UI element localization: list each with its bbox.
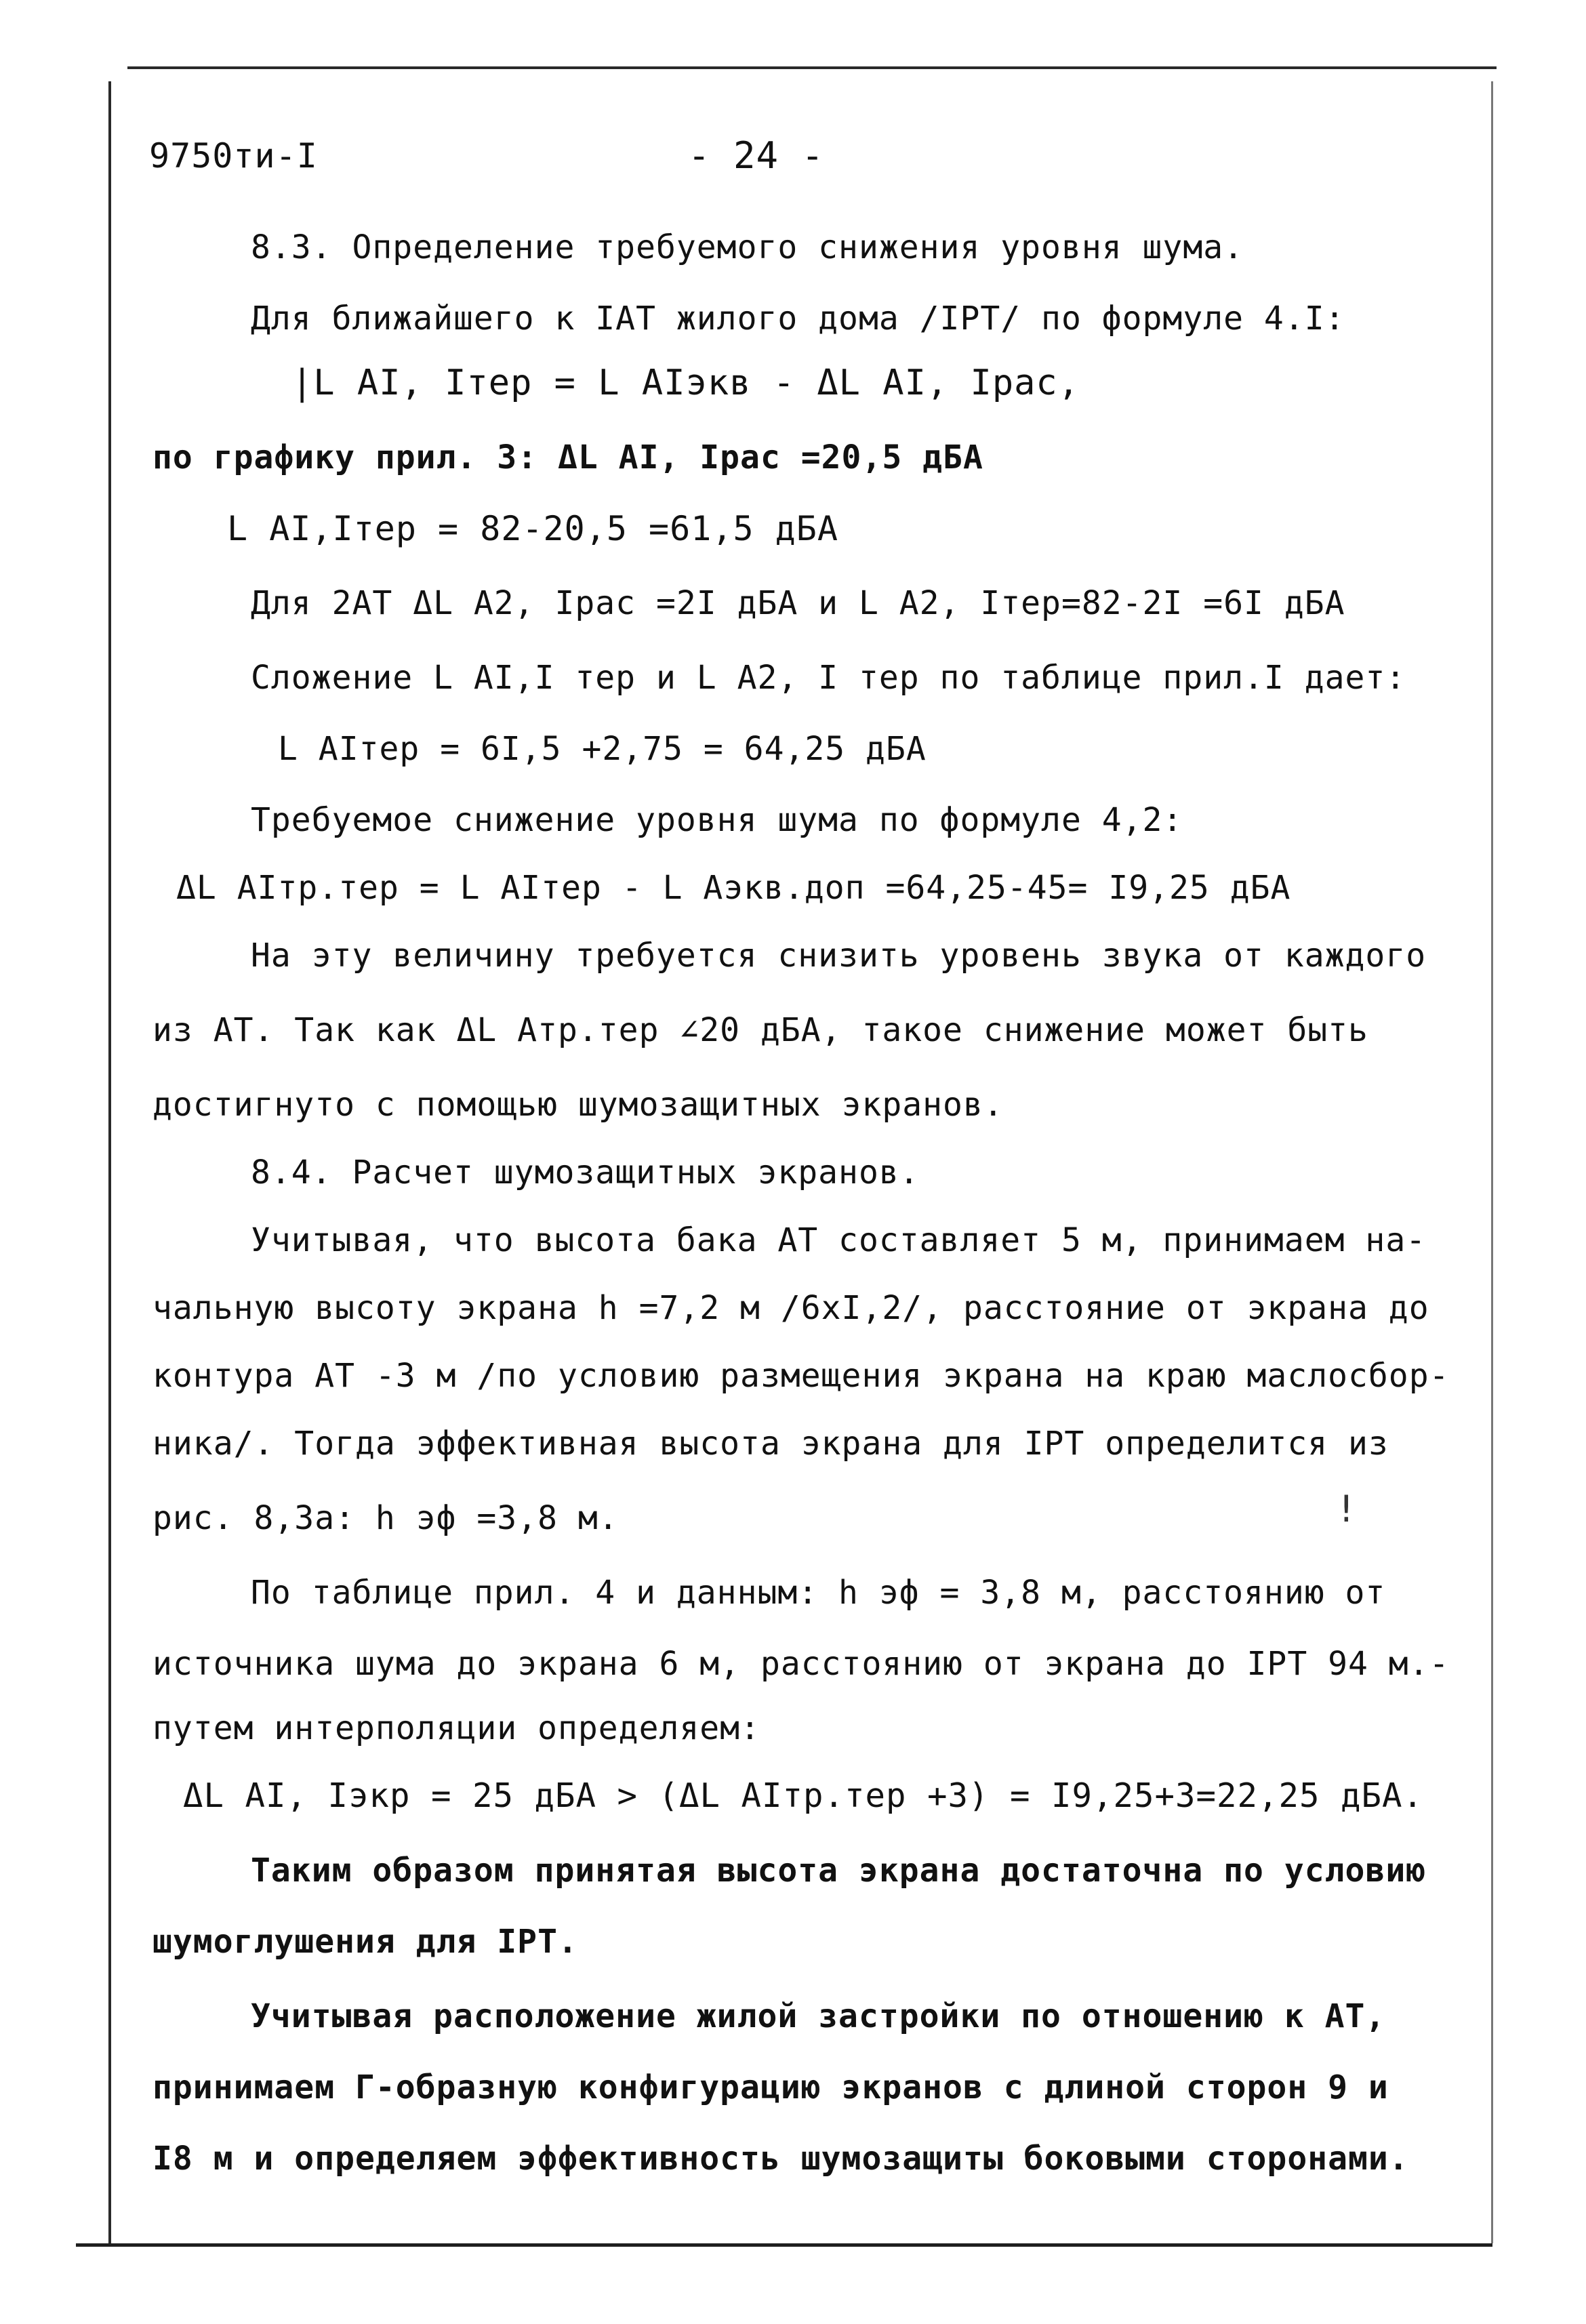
text-line: Таким образом принятая высота экрана достаточна по условию xyxy=(251,1852,1427,1890)
text-line: принимаем Г-образную конфигурацию экранов с длиной сторон 9 и xyxy=(152,2068,1389,2106)
formula-line: L AIтер = 6I,5 +2,75 = 64,25 дБА xyxy=(278,730,927,768)
text-line: По таблице прил. 4 и данным: h эф = 3,8 м, расстоянию от xyxy=(251,1574,1386,1612)
text-line: чальную высоту экрана h =7,2 м /6хI,2/, расстояние от экрана до xyxy=(152,1289,1429,1327)
text-line: достигнуто с помощью шумозащитных экранов. xyxy=(152,1086,1004,1124)
text-line: ника/. Тогда эффективная высота экрана для IPТ определится из xyxy=(152,1425,1389,1463)
section-heading-8-3: 8.3. Определение требуемого снижения уровня шума. xyxy=(251,228,1244,266)
page-border-right xyxy=(1491,81,1493,2243)
text-line: Сложение L AI,I тер и L A2, I тер по таблице прил.I дает: xyxy=(251,659,1406,697)
page-border-top xyxy=(127,66,1497,69)
text-line: Учитывая, что высота бака АТ составляет 5 м, принимаем на- xyxy=(251,1221,1427,1259)
section-heading-8-4: 8.4. Расчет шумозащитных экранов. xyxy=(251,1154,920,1191)
text-line: Требуемое снижение уровня шума по формуле 4,2: xyxy=(251,801,1183,839)
text-line: I8 м и определяем эффективность шумозащиты боковыми сторонами. xyxy=(152,2140,1409,2178)
text-line: по графику прил. 3: ΔL AI, Iрас =20,5 дБА xyxy=(152,439,983,476)
formula-line: |L AI, Iтер = L AIэкв - ΔL AI, Iрас, xyxy=(291,363,1080,403)
text-line: Для 2АТ ΔL A2, Iрас =2I дБА и L A2, Iтер=82-2I =6I дБА xyxy=(251,584,1345,622)
text-line: рис. 8,3а: h эф =3,8 м. xyxy=(152,1499,619,1537)
document-code: 9750ти-I xyxy=(149,136,318,176)
formula-line: L AI,Iтер = 82-20,5 =61,5 дБА xyxy=(227,509,838,548)
formula-line: ΔL AIтр.тер = L AIтер - L Aэкв.доп =64,25-45= I9,25 дБА xyxy=(176,869,1291,907)
page-number: - 24 - xyxy=(688,134,825,177)
page-border-bottom xyxy=(76,2243,1492,2247)
text-line: Для ближайшего к IАТ жилого дома /IPТ/ по формуле 4.I: xyxy=(251,300,1345,338)
text-line: путем интерполяции определяем: xyxy=(152,1709,760,1747)
text-line: из АТ. Так как ΔL Атр.тер ∠20 дБА, такое снижение может быть xyxy=(152,1011,1368,1049)
text-line: источника шума до экрана 6 м, расстоянию от экрана до IPТ 94 м.- xyxy=(152,1645,1450,1683)
text-line: Учитывая расположение жилой застройки по отношению к АТ, xyxy=(251,1997,1386,2035)
page-border-left xyxy=(108,81,111,2243)
margin-mark: ! xyxy=(1335,1488,1358,1530)
text-line: На эту величину требуется снизить уровень звука от каждого xyxy=(251,937,1427,975)
text-line: шумоглушения для IPТ. xyxy=(152,1923,578,1961)
text-line: контура АТ -3 м /по условию размещения экрана на краю маслосбор- xyxy=(152,1357,1450,1395)
formula-line: ΔL AI, Iэкр = 25 дБА > (ΔL AIтр.тер +3) = I9,25+3=22,25 дБА. xyxy=(183,1776,1424,1815)
